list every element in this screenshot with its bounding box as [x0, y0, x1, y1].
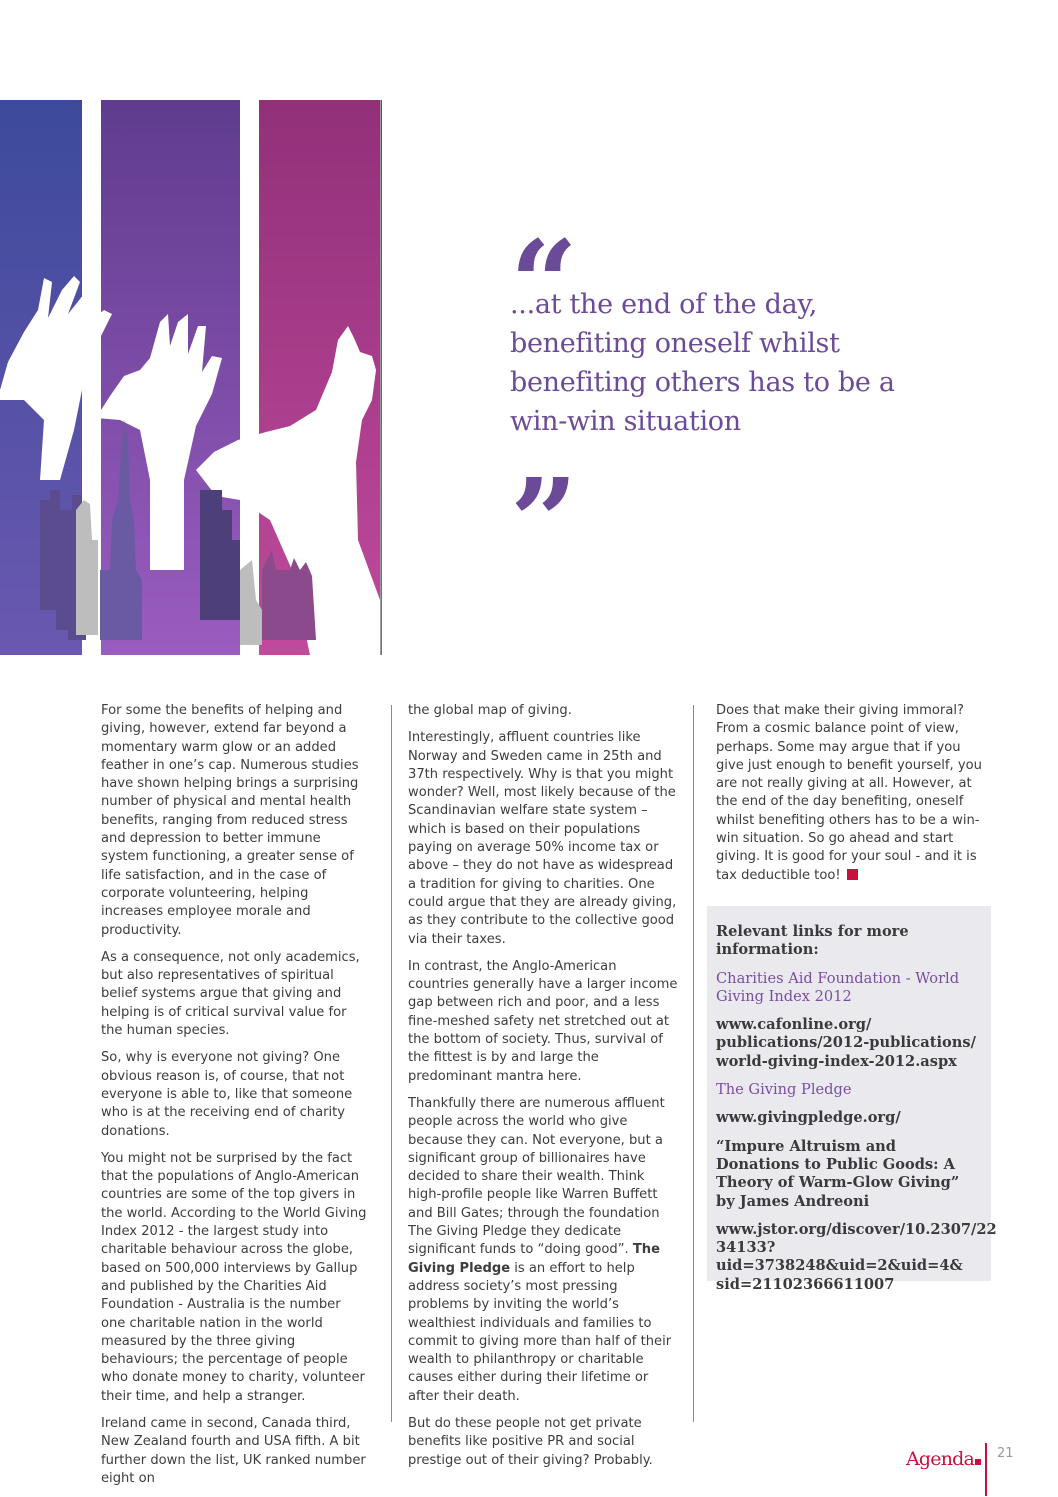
pull-quote-text: ...at the end of the day, benefiting oneself whilst benefiting others has to be a win-win situation: [510, 289, 895, 437]
paragraph: [716, 702, 990, 885]
close-quote-mark: ”: [510, 463, 578, 535]
pull-quote: [510, 225, 930, 535]
paragraph: the global map of giving.: [408, 703, 572, 718]
end-of-article-icon: [847, 869, 858, 880]
paragraph: For some the benefits of helping and giving, however, extend far beyond a momentary warm glow or an added feather in one’s cap. Numerous studies have shown helping brings a surprising number of physical and mental health benefits, ranging from reduced stress and depression to better immune system functioning, a greater sense of life satisfaction, and in the case of corporate volunteering, helping increases employee morale and productivity.: [101, 703, 359, 938]
paragraph-text: Thankfully there are numerous affluent people across the world who give because they can. Not everyone, but a significant group of billionaires have decided to share their wealth. Think high-profile people like Warren Buffett and Bill Gates; through the foundation The Giving Pledge they dedicate significant funds to “doing good”.: [408, 1095, 665, 1258]
open-quote-mark: “: [510, 225, 578, 297]
relevant-links-box: [707, 906, 997, 1293]
agenda-logo: [906, 1448, 981, 1470]
footer-rule: [985, 1443, 987, 1496]
links-heading: Relevant links for more information:: [716, 923, 909, 959]
paragraph: Ireland came in second, Canada third, New Zealand fourth and USA fifth. A bit further down the list, UK ranked number eight on: [101, 1415, 366, 1486]
paragraph-text: is an effort to help address society’s most pressing problems by inviting the world’s wealthiest individuals and families to commit to giving more than half of their wealth to philanthropy or charitable causes either during their lifetime or after their death.: [408, 1260, 672, 1404]
hero-illustration: [0, 100, 382, 655]
article-column-1: [101, 702, 369, 1497]
paragraph: [408, 1095, 680, 1406]
link-title: “Impure Altruism and Donations to Public Goods: A Theory of Warm-Glow Giving” by James Andreoni: [716, 1137, 960, 1210]
link-title: The Giving Pledge: [716, 1081, 852, 1099]
giving-pledge-bold: The Giving Pledge: [408, 1242, 660, 1276]
column-divider: [693, 705, 694, 1422]
logo-square-icon: [975, 1459, 981, 1465]
link-title: Charities Aid Foundation - World Giving Index 2012: [716, 969, 960, 1005]
paragraph: In contrast, the Anglo-American countries generally have a larger income gap between rich and poor, and a less fine-meshed safety net stretched out at the bottom of society. Thus, survival of the fittest is by and large the predominant mantra here.: [408, 958, 678, 1084]
column-divider: [391, 705, 392, 1422]
link-url[interactable]: www.givingpledge.org/: [716, 1109, 901, 1127]
link-url[interactable]: www.cafonline.org/ publications/2012-publications/ world-giving-index-2012.aspx: [716, 1016, 976, 1070]
link-url[interactable]: www.jstor.org/discover/10.2307/22 34133?uid=3738248&uid=2&uid=4& sid=21102366611007: [716, 1220, 997, 1293]
page-number: 21: [997, 1446, 1014, 1461]
paragraph: So, why is everyone not giving? One obvious reason is, of course, that not everyone is able to, like that someone who is at the receiving end of charity donations.: [101, 1050, 353, 1139]
logo-text: Agenda: [906, 1448, 975, 1470]
paragraph: As a consequence, not only academics, but also representatives of spiritual belief systems argue that giving and helping is of critical survival value for the human species.: [101, 949, 360, 1039]
hero-divider: [380, 100, 381, 655]
paragraph: But do these people not get private benefits like positive PR and social prestige out of their giving? Probably.: [408, 1415, 653, 1468]
article-column-2: [408, 702, 680, 1479]
article-column-3: [716, 702, 990, 894]
paragraph: Interestingly, affluent countries like Norway and Sweden came in 25th and 37th respectively. Why is that you might wonder? Well, most likely because of the Scandinavian welfare state system – which is based on their populations paying on average 50% income tax or above – they do not have as widespread a tradition for giving to charities. One could argue that they are already giving, as they contribute to the collective good via their taxes.: [408, 730, 677, 947]
paragraph-text: Does that make their giving immoral? From a cosmic balance point of view, perhaps. Some may argue that if you give just enough to benefit yourself, you are not really giving at all. However, at the end of the day benefiting, oneself whilst benefiting others has to be a win-win situation. So go ahead and start giving. It is good for your soul - and it is tax deductible too!: [716, 703, 982, 883]
paragraph: You might not be surprised by the fact that the populations of Anglo-American countries are some of the top givers in the world. According to the World Giving Index 2012 - the largest study into charitable behaviour across the globe, based on 500,000 interviews by Gallup and published by the Charities Aid Foundation - Australia is the number one charitable nation in the world measured by the three giving behaviours; the percentage of people who donate money to charity, volunteer their time, and help a stranger.: [101, 1150, 367, 1404]
